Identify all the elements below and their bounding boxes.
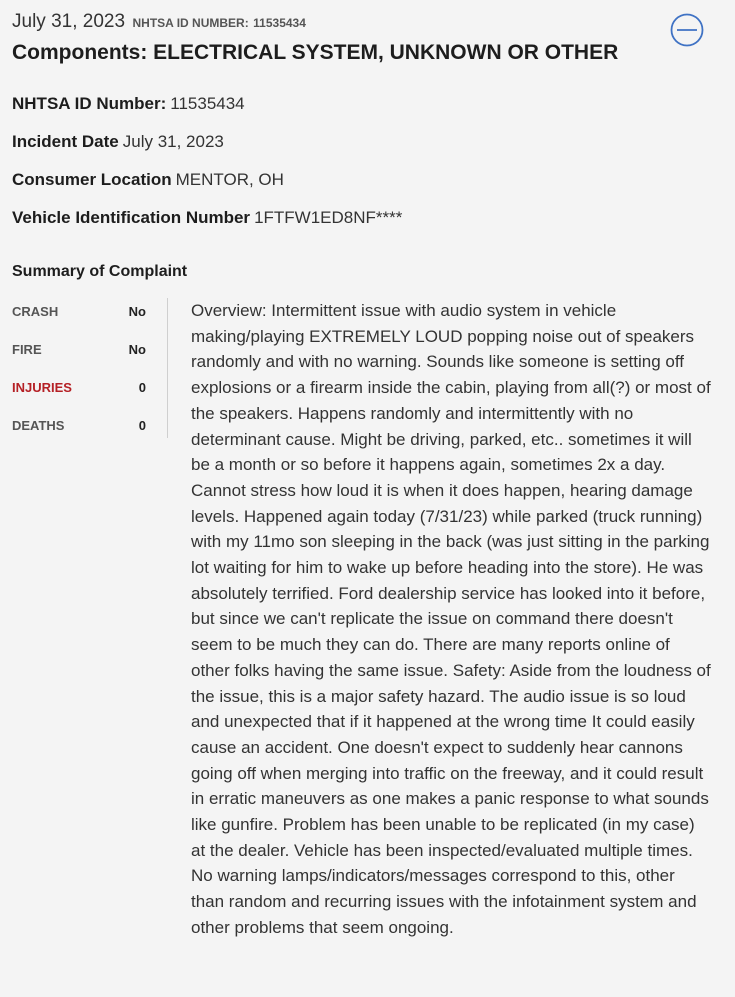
detail-label: Incident Date — [12, 132, 119, 151]
stat-injuries — [12, 380, 146, 400]
stat-deaths — [12, 418, 146, 438]
stat-label: CRASH — [12, 304, 59, 319]
detail-label: Consumer Location — [12, 170, 172, 189]
detail-value: 1FTFW1ED8NF**** — [254, 208, 403, 227]
minus-circle-icon — [670, 13, 704, 47]
header-date-line — [12, 11, 306, 33]
stat-value: No — [128, 342, 146, 357]
stat-label: INJURIES — [12, 380, 72, 395]
detail-value: July 31, 2023 — [122, 132, 224, 151]
detail-value: 11535434 — [170, 94, 245, 113]
nhtsa-id-header-label: NHTSA ID NUMBER: — [132, 16, 249, 30]
nhtsa-id-header-value: 11535434 — [253, 16, 306, 30]
components-title: Components: ELECTRICAL SYSTEM, UNKNOWN OR OTHER — [12, 41, 619, 64]
detail-label: NHTSA ID Number: — [12, 94, 167, 113]
incident-date-header: July 31, 2023 — [12, 11, 126, 32]
collapse-button[interactable] — [670, 13, 704, 47]
detail-consumer-location — [12, 170, 284, 190]
detail-nhtsa-id — [12, 94, 245, 114]
detail-label: Vehicle Identification Number — [12, 208, 251, 227]
summary-heading: Summary of Complaint — [12, 263, 188, 280]
detail-incident-date — [12, 132, 224, 152]
complaint-stats — [12, 298, 168, 438]
stat-value: 0 — [138, 418, 146, 433]
detail-vin — [12, 208, 402, 228]
detail-value: MENTOR, OH — [175, 170, 284, 189]
stat-label: FIRE — [12, 342, 42, 357]
stat-fire — [12, 342, 146, 362]
stat-label: DEATHS — [12, 418, 65, 433]
complaint-summary-text: Overview: Intermittent issue with audio system in vehicle making/playing EXTREMELY LOUD popping noise out of speakers randomly and with no warning. Sounds like someone is setting off explosions or a firearm inside the cabin, playing from all(?) or most of the speakers. Happens randomly and intermittently with no determinant cause. Might be driving, parked, etc.. sometimes it will be a month or so before it happens again, sometimes 2x a day. Cannot stress how loud it is when it does happen, hearing damage levels. Happened again today (7/31/23) while parked (truck running) with my 11mo son sleeping in the back (was just sitting in the parking lot waiting for him to wake up before heading into the store). He was absolutely terrified. Ford dealership service has looked into it before, but since we can't replicate the issue on command there doesn't seem to be much they can do. There are many reports online of other folks having the same issue. Safety: Aside from the loudness of the issue, this is a major safety hazard. The audio issue is so loud and unexpected that if it happened at the wrong time It could easily cause an accident. One doesn't expect to suddenly hear cannons going off when merging into traffic on the freeway, and it could result in erratic maneuvers as one makes a panic response to what sounds like gunfire. Problem has been unable to be replicated (in my case) at the dealer. Vehicle has been inspected/evaluated multiple times. No warning lamps/indicators/messages correspond to this, other than random and recurring issues with the infotainment system and other problems that seem ongoing. — [191, 301, 711, 937]
stat-crash — [12, 304, 146, 324]
stat-value: No — [128, 304, 146, 319]
stat-value: 0 — [138, 380, 146, 395]
